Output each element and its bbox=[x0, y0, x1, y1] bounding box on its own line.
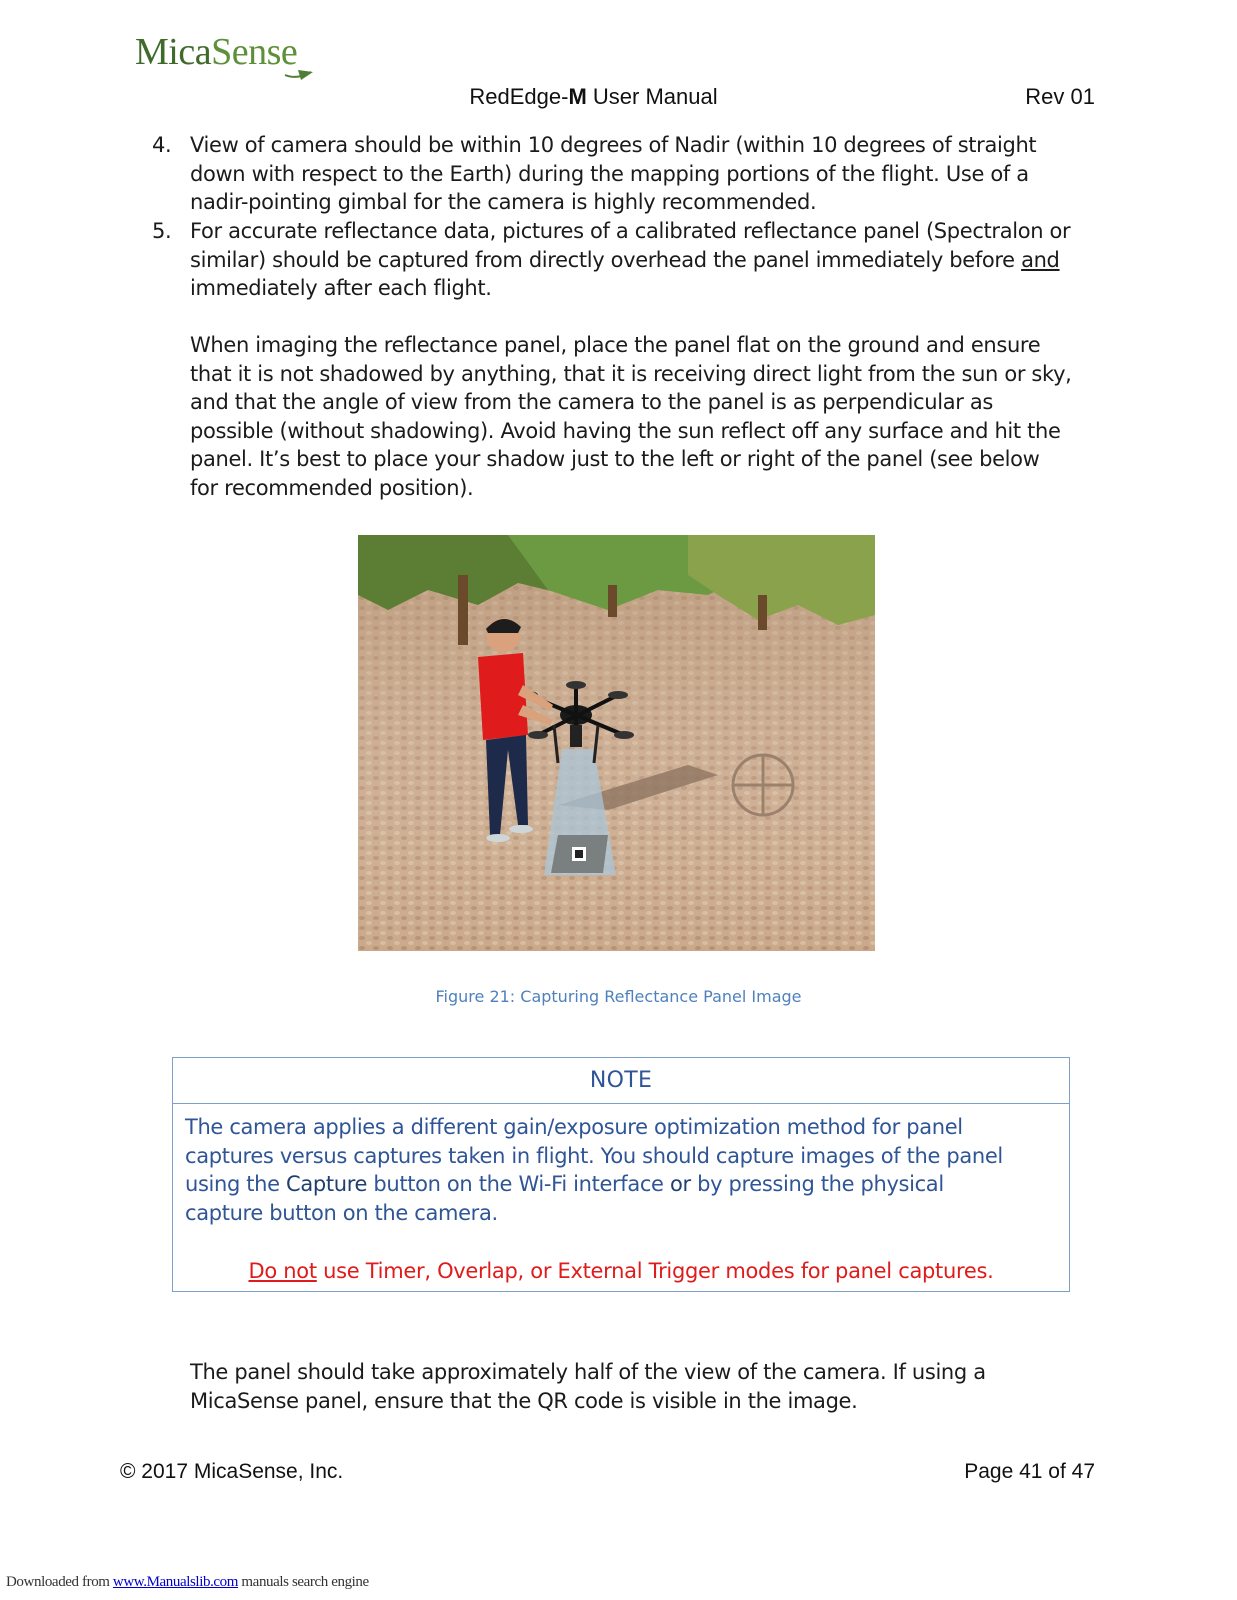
document-header-title: RedEdge-M User Manual bbox=[469, 84, 718, 109]
list-item-4: View of camera should be within 10 degrees of Nadir (within 10 degrees of straight down with respect to the Earth) during the mapping portions of the flight. Use of a nadir-pointing gimbal for the camera is highly recommended. bbox=[190, 133, 1037, 214]
logo-wordmark: MicaSense bbox=[135, 31, 298, 73]
figure-illustration bbox=[358, 535, 875, 951]
note-body: The camera applies a different gain/exposure optimization method for panel captures versus captures taken in flight. You should capture images of the panel using the Capture button on the Wi-Fi interface or by pressing the physical capture button on the camera. bbox=[185, 1115, 1003, 1225]
note-box bbox=[172, 1057, 1070, 1292]
download-notice: Downloaded from www.Manualslib.com manuals search engine bbox=[6, 1574, 369, 1590]
closing-paragraph: The panel should take approximately half of the view of the camera. If using a MicaSense panel, ensure that the QR code is visible in the image. bbox=[190, 1360, 986, 1413]
logo-swoosh-icon bbox=[135, 28, 335, 88]
footer-copyright: © 2017 MicaSense, Inc. bbox=[120, 1460, 344, 1483]
list-item-5: For accurate reflectance data, pictures of a calibrated reflectance panel (Spectralon or similar) should be captured from directly overhead the panel immediately before and immediately after each flight. bbox=[190, 219, 1071, 300]
note-warning: Do not use Timer, Overlap, or External Trigger modes for panel captures. bbox=[248, 1259, 994, 1283]
figure-caption: Figure 21: Capturing Reflectance Panel Image bbox=[435, 987, 802, 1006]
panel-imaging-paragraph: When imaging the reflectance panel, place the panel flat on the ground and ensure that it is not shadowed by anything, that it is receiving direct light from the sun or sky, and that the angle of view from the camera to the panel is as perpendicular as possible (without shadowing). Avoid having the sun reflect off any surface and hit the panel. It’s best to place your shadow just to the left or right of the panel (see below for recommended position). bbox=[190, 333, 1072, 500]
list-number: 5. bbox=[152, 219, 172, 243]
reflectance-capture-illustration bbox=[358, 535, 875, 951]
manualslib-link[interactable]: www.Manualslib.com bbox=[112, 1574, 239, 1590]
micasense-logo bbox=[135, 28, 335, 88]
note-heading: NOTE bbox=[173, 1058, 1069, 1104]
list-number: 4. bbox=[152, 133, 172, 157]
reflectance-panel bbox=[551, 835, 608, 873]
document-revision: Rev 01 bbox=[1025, 84, 1095, 109]
footer-page-number: Page 41 of 47 bbox=[964, 1460, 1095, 1483]
